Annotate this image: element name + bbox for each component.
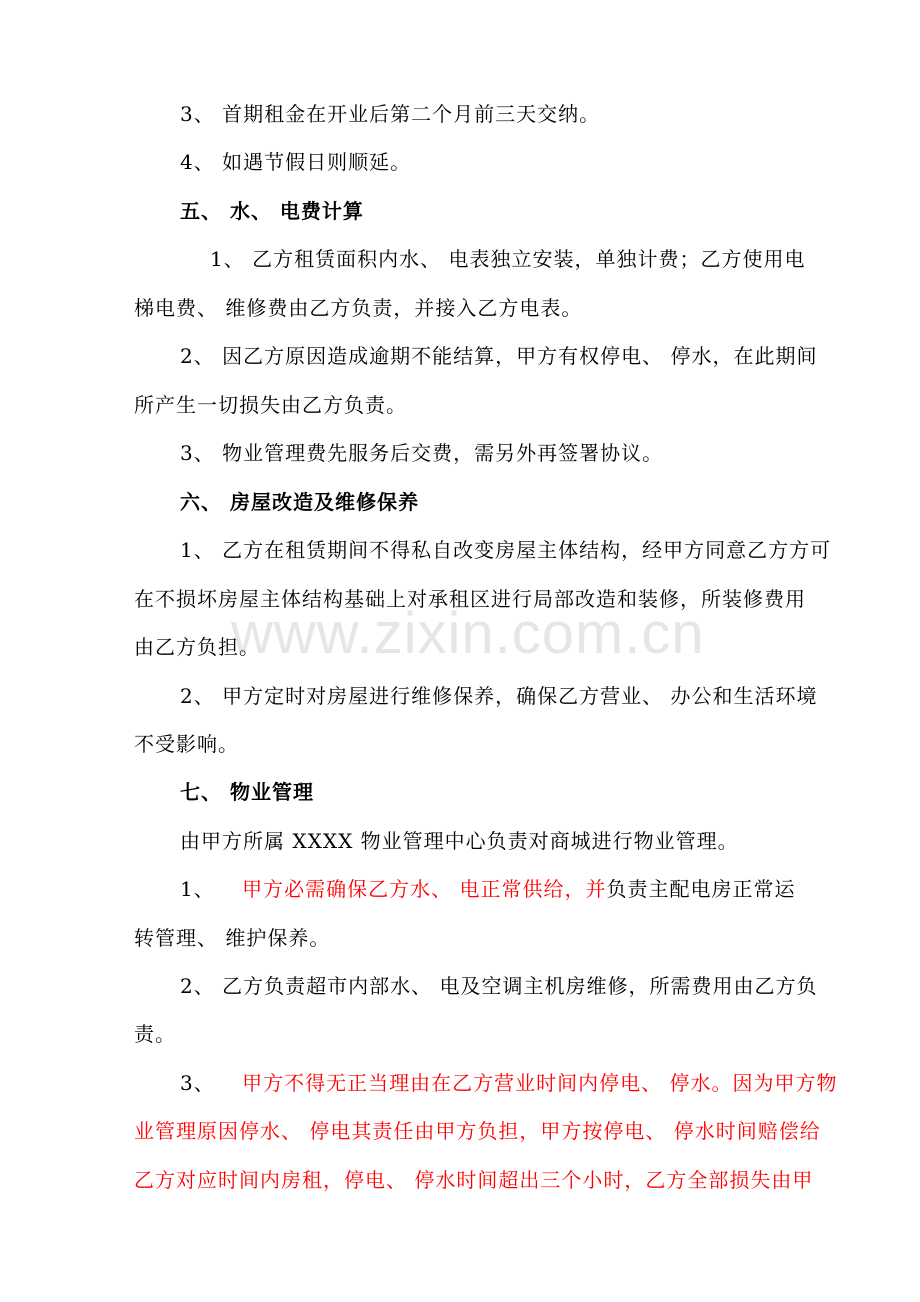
section-7-clause-3-line-3: 乙方对应时间内房租，停电、 停水时间超出三个小时，乙方全部损失由甲	[134, 1168, 814, 1192]
section-6-clause-1-line-1: 1、 乙方在租赁期间不得私自改变房屋主体结构，经甲方同意乙方方可	[180, 538, 832, 562]
section-6-heading: 六、 房屋改造及维修保养	[180, 490, 419, 514]
section-7-clause-1-line-2: 转管理、 维护保养。	[134, 926, 331, 950]
section-5-clause-3: 3、 物业管理费先服务后交费，需另外再签署协议。	[180, 441, 664, 465]
section-7-clause-2-line-2: 责。	[134, 1022, 176, 1046]
section-6-clause-1-line-2: 在不损坏房屋主体结构基础上对承租区进行局部改造和装修，所装修费用	[134, 587, 806, 611]
section-7-clause-1-line-1	[180, 877, 795, 901]
section-6-clause-2-line-1: 2、 甲方定时对房屋进行维修保养，确保乙方营业、 办公和生活环境	[180, 684, 818, 708]
section-7-clause-3-line-2: 业管理原因停水、 停电其责任由甲方负担，甲方按停电、 停水时间赔偿给	[134, 1119, 821, 1143]
red-highlight-text: 甲方必需确保乙方水、 电正常供给，并	[242, 877, 607, 901]
section-7-clause-3-line-1	[180, 1071, 837, 1095]
section-7-heading: 七、 物业管理	[180, 780, 314, 804]
section-5-clause-1-line-2: 梯电费、 维修费由乙方负责，并接入乙方电表。	[134, 296, 583, 320]
section-5-clause-2-line-1: 2、 因乙方原因造成逾期不能结算，甲方有权停电、 停水，在此期间	[180, 344, 818, 368]
clause-text: 负责主配电房正常运	[606, 877, 796, 901]
section-7-intro: 由甲方所属 XXXX 物业管理中心负责对商城进行物业管理。	[180, 829, 739, 853]
clause-4-holiday: 4、 如遇节假日则顺延。	[180, 150, 412, 174]
watermark-text: www.zixin.com.cn	[231, 601, 705, 666]
section-5-heading: 五、 水、 电费计算	[180, 199, 364, 223]
section-5-clause-2-line-2: 所产生一切损失由乙方负责。	[134, 393, 407, 417]
clause-3-first-rent: 3、 首期租金在开业后第二个月前三天交纳。	[180, 102, 601, 126]
section-6-clause-1-line-3: 由乙方负担。	[134, 635, 260, 659]
clause-number: 3、	[180, 1071, 215, 1095]
clause-number: 1、	[180, 877, 215, 901]
red-highlight-text: 甲方不得无正当理由在乙方营业时间内停电、 停水。因为甲方物	[242, 1071, 838, 1095]
section-5-clause-1-line-1: 1、 乙方租赁面积内水、 电表独立安装，单独计费；乙方使用电	[210, 247, 806, 271]
section-6-clause-2-line-2: 不受影响。	[134, 732, 239, 756]
section-7-clause-2-line-1: 2、 乙方负责超市内部水、 电及空调主机房维修，所需费用由乙方负	[180, 974, 818, 998]
